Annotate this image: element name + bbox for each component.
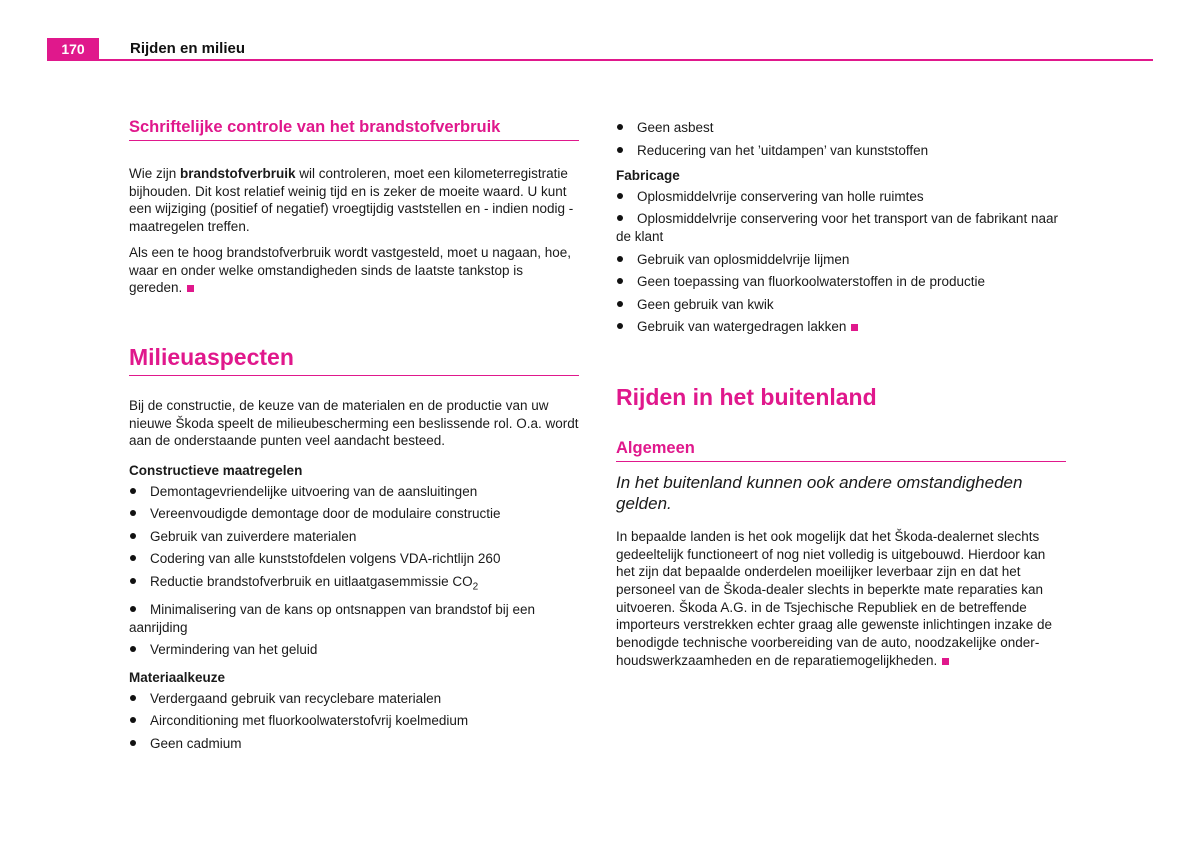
text-fragment: Wie zijn (129, 166, 181, 181)
bullet-icon (130, 488, 136, 494)
bullet-icon (130, 646, 136, 652)
list-item (616, 210, 1066, 245)
list-fabrication (616, 188, 1066, 336)
list-item-text: Geen cadmium (150, 735, 242, 751)
bullet-icon (617, 301, 623, 307)
chapter-title: Rijden en milieu (130, 40, 246, 57)
list-item-text: Vermindering van het geluid (150, 642, 318, 658)
list-item (129, 641, 579, 659)
list-item (616, 251, 1066, 269)
list-item (616, 296, 1066, 314)
page-number: 170 (47, 38, 99, 61)
list-item (129, 735, 579, 753)
list-item (616, 188, 1066, 206)
text-fragment: In bepaalde landen is het ook mogelijk dat het Škoda-dealernet slechts gedeeltelijk functioneert of nog niet volledig is uitgebouwd. Hierdoor kan het zijn dat bepaalde onderdelen moeilijker leverbaar zijn en dat het personeel van de Škoda-dealer slechts in beperkte mate reparaties kan uitvoeren. Škoda A.G. in de Tsjechische Republiek en de betreffende importeurs verstrekken echter graag alle gewenste inlichtingen inzake de benodigde technische voorbereiding van de auto, noodzakelijke onderhoudswerkzaamheden en de reparatiemogelijkheden. (616, 528, 1052, 668)
left-column (129, 118, 579, 757)
list-item (129, 528, 579, 546)
list-item-text: Geen asbest (637, 120, 714, 135)
end-marker-icon (851, 324, 858, 331)
list-materials-continued (616, 119, 1066, 159)
list-item-text: Demontagevriendelijke uitvoering van de aansluitingen (150, 483, 478, 499)
list-item (616, 119, 1066, 137)
list-item-text: Gebruik van zuiverdere materialen (150, 528, 357, 544)
bullet-icon (617, 147, 623, 153)
section-title-general: Algemeen (616, 439, 1066, 462)
bullet-icon (130, 555, 136, 561)
list-item-text: Gebruik van watergedragen lakken (637, 319, 847, 335)
list-item-text: Reductie brandstofverbruik en uitlaatgasemmissie CO (150, 573, 473, 589)
bullet-icon (617, 278, 623, 284)
list-item-text: Geen toepassing van fluorkoolwaterstoffen in de productie (637, 274, 985, 290)
subheading-construction: Constructieve maatregelen (129, 463, 303, 479)
subscript: 2 (472, 581, 479, 593)
lead-text: In het buitenland kunnen ook andere omstandigheden gelden. (616, 472, 1023, 513)
list-item (129, 690, 579, 708)
list-item (129, 550, 579, 568)
list-item (129, 483, 579, 501)
list-item-text: Geen gebruik van kwik (637, 296, 774, 312)
section-title-environment: Milieuaspecten (129, 344, 579, 376)
list-item (616, 142, 1066, 160)
bullet-icon (617, 323, 623, 329)
list-item-text: Oplosmiddelvrije conservering van holle ruimtes (637, 188, 924, 204)
end-marker-icon (187, 285, 194, 292)
end-marker-icon (942, 658, 949, 665)
list-item-text: Codering van alle kunststofdelen volgens VDA-richtlijn 260 (150, 551, 501, 567)
section-title-fuel-check: Schriftelijke controle van het brandstofverbruik (129, 118, 579, 141)
list-item-text: Verdergaand gebruik van recyclebare materialen (150, 690, 442, 706)
bullet-icon (130, 533, 136, 539)
bullet-icon (130, 695, 136, 701)
list-item (129, 573, 579, 596)
list-item (616, 273, 1066, 291)
list-item-text: Oplosmiddelvrije conservering voor het transport van de fabrikant naar de klant (616, 211, 1058, 245)
list-construction (129, 483, 579, 659)
bold-term: brandstofverbruik (180, 166, 296, 181)
bullet-icon (130, 578, 136, 584)
list-item-text: Reducering van het ’uitdampen’ van kunststoffen (637, 142, 929, 158)
bullet-icon (617, 193, 623, 199)
list-item (129, 601, 579, 636)
subheading-materials: Materiaalkeuze (129, 669, 226, 685)
list-item-text: Airconditioning met fluorkoolwaterstofvrij koelmedium (150, 713, 469, 729)
subheading-fabrication: Fabricage (616, 168, 680, 184)
paragraph-abroad (616, 528, 1066, 670)
section-title-abroad: Rijden in het buitenland (616, 383, 877, 410)
list-item (129, 505, 579, 523)
bullet-icon (617, 256, 623, 262)
paragraph-environment: Bij de constructie, de keuze van de materialen en de productie van uw nieuwe Škoda speelt de milieubescherming een beslissende rol. O.a. wordt aan de onderstaande punten veel aandacht besteed. (129, 397, 579, 449)
bullet-icon (617, 124, 623, 130)
paragraph-fuel-check (129, 165, 579, 236)
text-fragment: wil controleren, moet een kilometerregistratie bijhouden. Dit kost relatief weinig tijd en is zeker de moeite waard. U kunt een wijziging (positief of negatief) vroegtijdig vaststellen en - indien nodig - maatregelen treffen. (129, 166, 574, 235)
list-item-text: Vereenvoudigde demontage door de modulaire constructie (150, 506, 501, 522)
list-item (129, 712, 579, 730)
list-item-text: Minimalisering van de kans op ontsnappen van brandstof bij een aanrijding (129, 601, 535, 635)
right-column (616, 119, 1066, 677)
text-fragment: Als een te hoog brandstofverbruik wordt vastgesteld, moet u nagaan, hoe, waar en onder welke omstandigheden sinds de laatste tankstop is gereden. (129, 244, 572, 296)
header-rule (47, 59, 1153, 61)
bullet-icon (130, 606, 136, 612)
list-materials (129, 690, 579, 753)
paragraph-high-consumption (129, 244, 579, 297)
bullet-icon (130, 717, 136, 723)
bullet-icon (130, 740, 136, 746)
list-item-text: Gebruik van oplosmiddelvrije lijmen (637, 251, 850, 267)
list-item (616, 318, 1066, 336)
bullet-icon (130, 510, 136, 516)
